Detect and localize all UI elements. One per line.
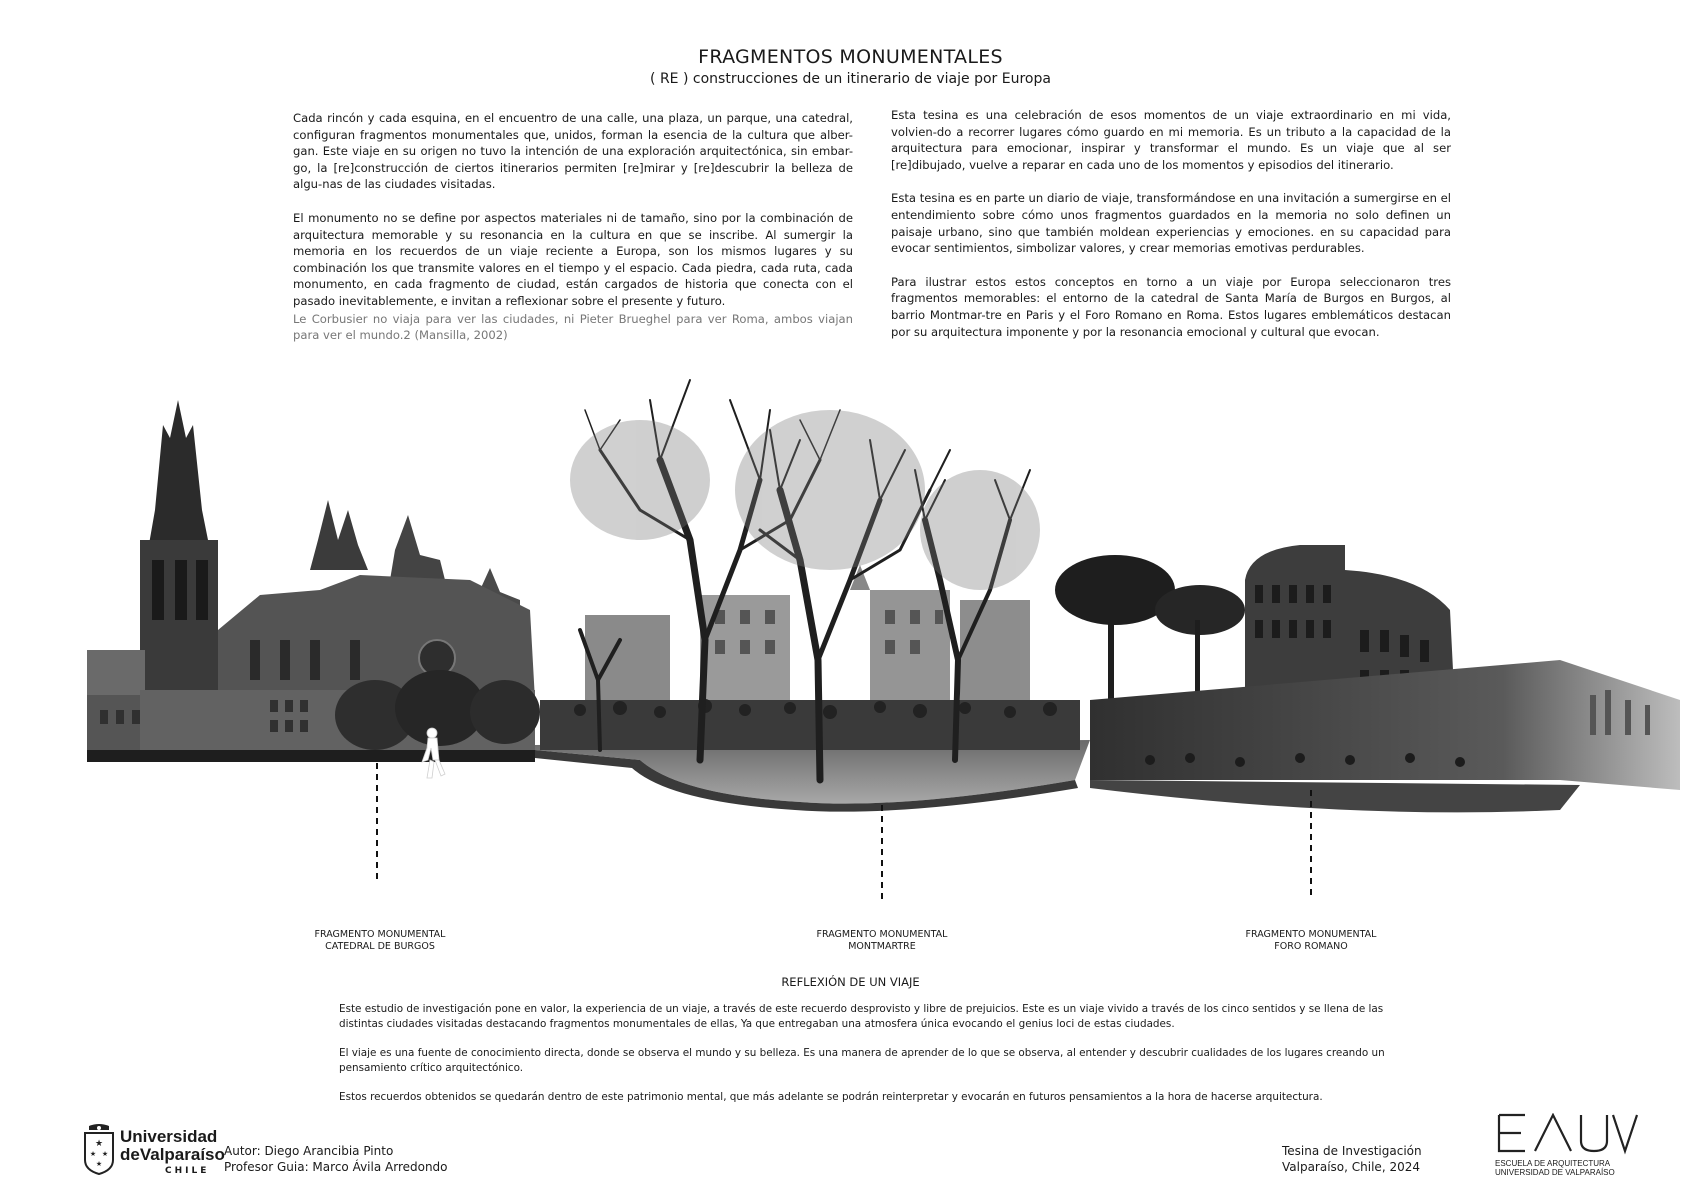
svg-text:★: ★ (94, 1139, 104, 1149)
svg-text:★: ★ (89, 1150, 97, 1158)
svg-text:★: ★ (101, 1150, 109, 1158)
reflection-text (339, 1002, 1399, 1118)
fragment-label-foro-line1: FRAGMENTO MONUMENTAL (1245, 929, 1377, 940)
university-country: CHILE (165, 1166, 210, 1176)
document-info (1282, 1143, 1422, 1175)
fragment-label-montmartre (772, 929, 992, 953)
document-place-year: Valparaíso, Chile, 2024 (1282, 1160, 1420, 1174)
fragment-label-montmartre-line2: MONTMARTRE (848, 941, 916, 952)
intro-left-paragraph-2: El monumento no se define por aspectos materiales ni de tamaño, sino por la combinación de arquitectura memorable y su resonancia en la cultura en que se inscribe. Al sumergir la memoria en los recuerdos de un viaje reciente a Europa, son los mismos lugares y su combinación los que transmite valores en el tiempo y el espacio. Cada piedra, cada ruta, cada monumento, en cada fragmento de ciudad, están cargados de historia que conecta con el pasado inevitablemente, e invitan a reflexionar sobre el presente y futuro. (293, 210, 853, 308)
intro-left-column (293, 110, 853, 361)
intro-right-paragraph-1: Esta tesina es una celebración de esos momentos de un viaje extraordinario en mi vida, volvien-do a recorrer lugares cómo guardo en mi memoria. Es un tributo a la capacidad de la arquitectura para emocionar, inspirar y transformar el mundo. Es un viaje que al ser [re]dibujado, vuelve a reparar en cada uno de los momentos y episodios del itinerario. (891, 108, 1451, 172)
fragment-label-burgos (270, 929, 490, 953)
author-credit: Autor: Diego Arancibia Pinto (224, 1144, 394, 1158)
credits (224, 1143, 448, 1175)
svg-text:★: ★ (95, 1160, 103, 1168)
burgos-cathedral-image (87, 400, 540, 778)
fragment-label-montmartre-line1: FRAGMENTO MONUMENTAL (816, 929, 948, 940)
fragment-label-burgos-line2: CATEDRAL DE BURGOS (325, 941, 435, 952)
university-name-line1: Universidad (120, 1127, 218, 1146)
foro-romano-image (1055, 545, 1680, 812)
reflection-paragraph-3: Estos recuerdos obtenidos se quedarán dentro de este patrimonio mental, que más adelante se podrán reinterpretar y evocarán en futuros pensamientos a la hora de hacerse arquitectura. (339, 1090, 1323, 1103)
panorama-collage (0, 340, 1701, 900)
intro-right-column (891, 107, 1451, 357)
school-name-line2: UNIVERSIDAD DE VALPARAÍSO (1495, 1168, 1615, 1177)
intro-left-paragraph-1: Cada rincón y cada esquina, en el encuentro de una calle, una plaza, un parque, una catedral, configuran fragmentos monumentales que, unidos, forman la esencia de la cultura que alber-gan. Este viaje en su origen no tuvo la intención de una exploración arquitectónica, sin embar-go, la [re]construcción de ciertos itinerarios permiten [re]mirar y [re]descubrir la belleza de algu-nas de las ciudades visitadas. (293, 111, 853, 192)
intro-quote: Le Corbusier no viaja para ver las ciudades, ni Pieter Brueghel para ver Roma, ambos viajan para ver el mundo.2 (Mansilla, 2002) (293, 311, 853, 343)
page-subtitle: ( RE ) construcciones de un itinerario de viaje por Europa (650, 71, 1051, 87)
reflection-title: REFLEXIÓN DE UN VIAJE (781, 975, 920, 989)
fragment-label-foro-line2: FORO ROMANO (1274, 941, 1348, 952)
intro-right-paragraph-2: Esta tesina es en parte un diario de viaje, transformándose en una invitación a sumergirse en el entendimiento sobre cómo unos fragmentos guardados en la memoria no solo definen un paisaje urbano, sino que también moldean experiencias y emociones. en su capacidad para evocar sentimientos, simbolizar valores, y crear memorias emotivas perdurables. (891, 191, 1451, 256)
fragment-label-burgos-line1: FRAGMENTO MONUMENTAL (314, 929, 446, 940)
eauv-logo-mark (1495, 1113, 1640, 1155)
university-shield-logo (83, 1124, 115, 1176)
advisor-credit: Profesor Guia: Marco Ávila Arredondo (224, 1160, 448, 1174)
document-type: Tesina de Investigación (1282, 1144, 1422, 1158)
eauv-logo-text: EAUV (1495, 1113, 1498, 1114)
page-title: FRAGMENTOS MONUMENTALES (698, 46, 1003, 68)
reflection-paragraph-1: Este estudio de investigación pone en valor, la experiencia de un viaje, a través de este recuerdo desprovisto y libre de prejuicios. Este es un viaje vivido a través de los cinco sentidos y se llena de las distintas ciudades visitadas destacando fragmentos monumentales de ellas, Ya que entregaban una atmosfera única evocando el genius loci de estas ciudades. (339, 1003, 1384, 1031)
university-name-line2: deValparaíso (120, 1145, 225, 1164)
fragment-label-foro (1201, 929, 1421, 953)
intro-right-paragraph-3: Para ilustrar estos estos conceptos en torno a un viaje por Europa seleccionaron tres fragmentos memorables: el entorno de la catedral de Santa María de Burgos en Burgos, al barrio Montmar-tre en Paris y el Foro Romano en Roma. Estos lugares emblemáticos destacan por su arquitectura imponente y por la resonancia emocional y cultural que evocan. (891, 274, 1451, 339)
reflection-paragraph-2: El viaje es una fuente de conocimiento directa, donde se observa el mundo y su belleza. Es una manera de aprender de lo que se observa, al entender y descubrir cualidades de los lugares creando un pensamiento crítico arquitectónico. (339, 1046, 1385, 1075)
montmartre-plaza-image (535, 380, 1090, 812)
school-name (1495, 1159, 1615, 1177)
school-name-line1: ESCUELA DE ARQUITECTURA (1495, 1159, 1611, 1168)
university-name (120, 1128, 225, 1164)
